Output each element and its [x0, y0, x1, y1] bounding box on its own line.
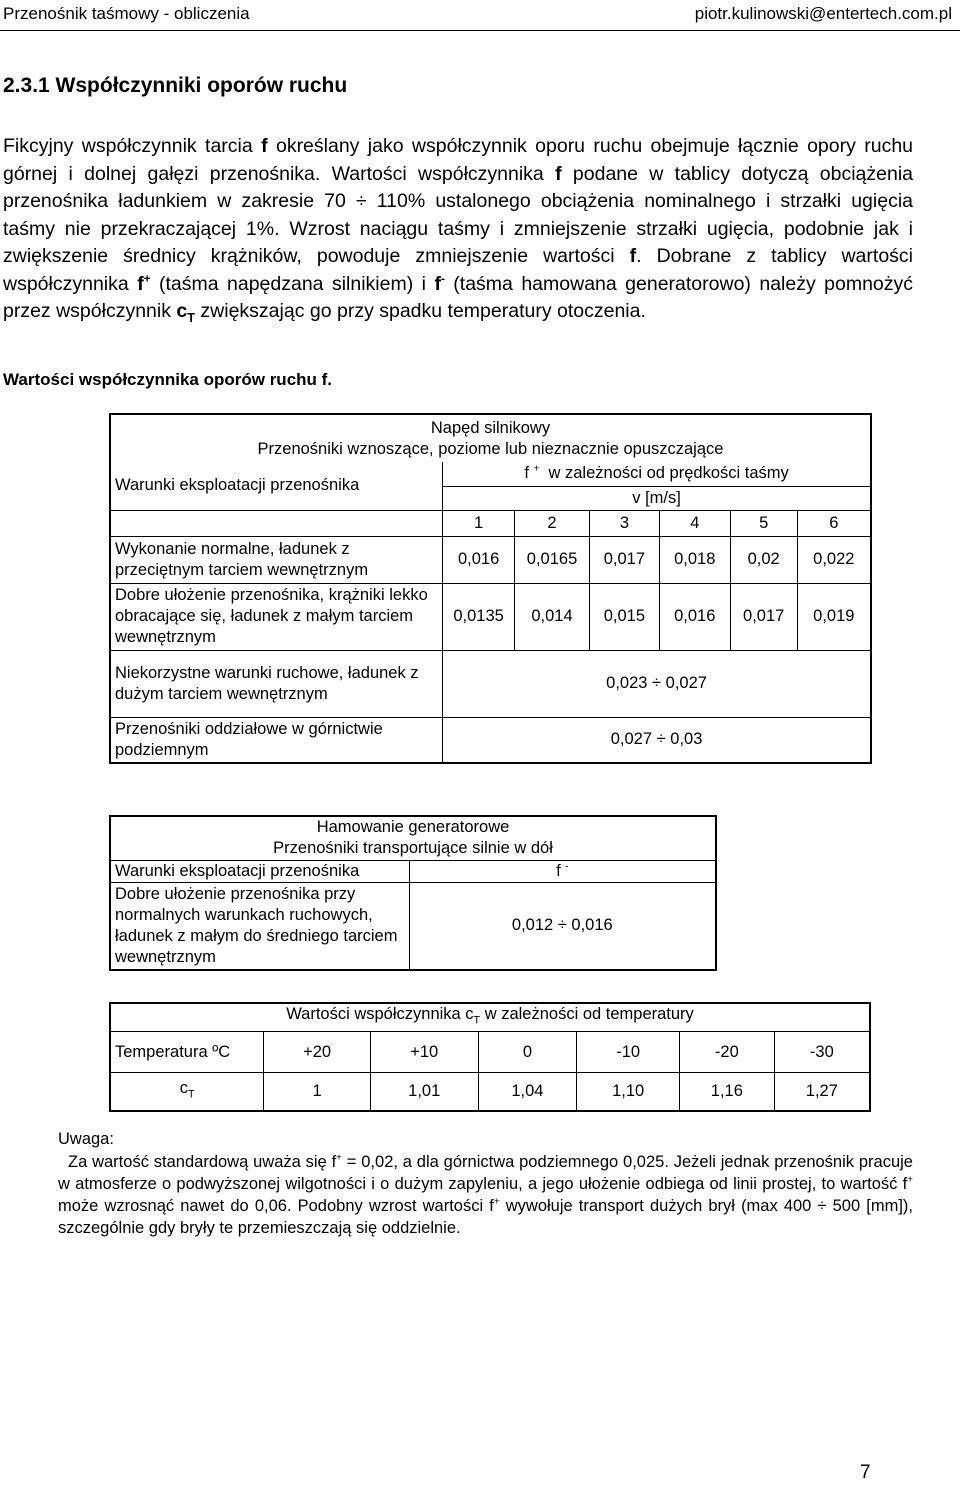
table1-f-header: f + w zależności od prędkości taśmy — [443, 462, 871, 486]
speed-value: 5 — [730, 510, 797, 536]
table1-cell: 0,018 — [659, 536, 730, 583]
table1-cell: 0,019 — [797, 583, 871, 650]
table1-conditions-header: Warunki eksploatacji przenośnika — [110, 462, 443, 510]
temperature-value: 0 — [478, 1032, 577, 1073]
temperature-value: -20 — [679, 1032, 774, 1073]
ct-value: 1,10 — [577, 1073, 680, 1111]
speed-value: 1 — [443, 510, 515, 536]
table1-cell: 0,016 — [443, 536, 515, 583]
table1-cell: 0,02 — [730, 536, 797, 583]
speed-value: 4 — [659, 510, 730, 536]
table-caption: Wartości współczynnika oporów ruchu f. — [3, 370, 333, 389]
author-email: piotr.kulinowski@entertech.com.pl — [694, 4, 952, 23]
ct-value: 1,16 — [679, 1073, 774, 1111]
table1-cell: 0,014 — [515, 583, 590, 650]
table1-cell: 0,015 — [589, 583, 659, 650]
temperature-value: +20 — [264, 1032, 371, 1073]
speed-value: 3 — [589, 510, 659, 536]
table3-title: Wartości współczynnika $c_T$ w zależności od temperatury — [110, 1003, 870, 1032]
generator-braking-table — [109, 815, 717, 971]
page-number: 7 — [860, 1462, 871, 1483]
table1-title: Napęd silnikowy Przenośniki wznoszące, poziome lub nieznacznie opuszczające — [110, 414, 871, 462]
section-title: 2.3.1 Współczynniki oporów ruchu — [3, 74, 348, 97]
table2-conditions-header: Warunki eksploatacji przenośnika — [110, 860, 409, 882]
ct-value: 1 — [264, 1073, 371, 1111]
table1-cell: 0,016 — [659, 583, 730, 650]
table1-cell: 0,017 — [589, 536, 659, 583]
table1-range-cell: 0,027 ÷ 0,03 — [443, 717, 871, 763]
temperature-value: -10 — [577, 1032, 680, 1073]
ct-label: $c_T$ — [110, 1073, 264, 1111]
ct-value: 1,27 — [774, 1073, 870, 1111]
temperature-value: +10 — [370, 1032, 478, 1073]
table2-row-label: Dobre ułożenie przenośnika przy normalnych warunkach ruchowych, ładunek z małym do średniego tarciem wewnętrznym — [110, 882, 409, 970]
speed-value: 6 — [797, 510, 871, 536]
speed-value: 2 — [515, 510, 590, 536]
note-title: Uwaga: — [58, 1130, 114, 1148]
table1-row-label: Niekorzystne warunki ruchowe, ładunek z dużym tarciem wewnętrznym — [110, 650, 443, 717]
intro-paragraph: Fikcyjny współczynnik tarcia f określany jako współczynnik oporu ruchu obejmuje łącznie opory ruchu górnej i dolnej gałęzi przenośnika. Wartości współczynnika f podane w tablicy dotyczą obciążenia przenośnika ładunkiem w zakresie 70 ÷ 110% ustalonego obciążenia nominalnego i strzałki ugięcia taśmy nie przekraczającej 1%. Wzrost naciągu taśmy i zmniejszenie strzałki ugięcia, podobnie jak i zwiększenie średnicy krążników, powoduje zmniejszenie wartości f. Dobrane z tablicy wartości współczynnika f+ (taśma napędzana silnikiem) i f- (taśma hamowana generatorowo) należy pomnożyć przez współczynnik $c_T$ zwiększając go przy spadku temperatury otoczenia. — [3, 135, 914, 325]
document-title: Przenośnik taśmowy - obliczenia — [3, 4, 250, 23]
table1-speed-header: v [m/s] — [443, 486, 871, 510]
table1-row-label: Wykonanie normalne, ładunek z przeciętnym tarciem wewnętrznym — [110, 536, 443, 583]
ct-value: 1,04 — [478, 1073, 577, 1111]
temperature-value: -30 — [774, 1032, 870, 1073]
table1-cell: 0,0165 — [515, 536, 590, 583]
page-header — [0, 0, 960, 31]
note-paragraph: Za wartość standardową uważa się f+ = 0,02, a dla górnictwa podziemnego 0,025. Jeżeli jednak przenośnik pracuje w atmosferze o podwyższonej wilgotności i o dużym zapyleniu, a jego ułożenie odbiega od linii prostej, to wartość f+ może wzrosnąć nawet do 0,06. Podobny wzrost wartości f+ wywołuje transport dużych brył (max 400 ÷ 500 [mm]), szczególnie gdy bryły te przemieszczają się oddzielnie. — [58, 1152, 913, 1237]
table2-title: Hamowanie generatorowe Przenośniki transportujące silnie w dół — [110, 816, 716, 860]
temperature-coefficient-table — [109, 1002, 871, 1112]
table2-f-header: f - — [409, 860, 716, 882]
table1-cell: 0,0135 — [443, 583, 515, 650]
table1-cell: 0,017 — [730, 583, 797, 650]
temperature-label: Temperatura ºC — [110, 1032, 264, 1073]
table1-cell: 0,022 — [797, 536, 871, 583]
table2-range-cell: 0,012 ÷ 0,016 — [409, 882, 716, 970]
table1-range-cell: 0,023 ÷ 0,027 — [443, 650, 871, 717]
table1-row-label: Dobre ułożenie przenośnika, krążniki lekko obracające się, ładunek z małym tarciem wewnętrznym — [110, 583, 443, 650]
table1-row-label: Przenośniki oddziałowe w górnictwie podziemnym — [110, 717, 443, 763]
motor-drive-table — [109, 413, 872, 764]
ct-value: 1,01 — [370, 1073, 478, 1111]
